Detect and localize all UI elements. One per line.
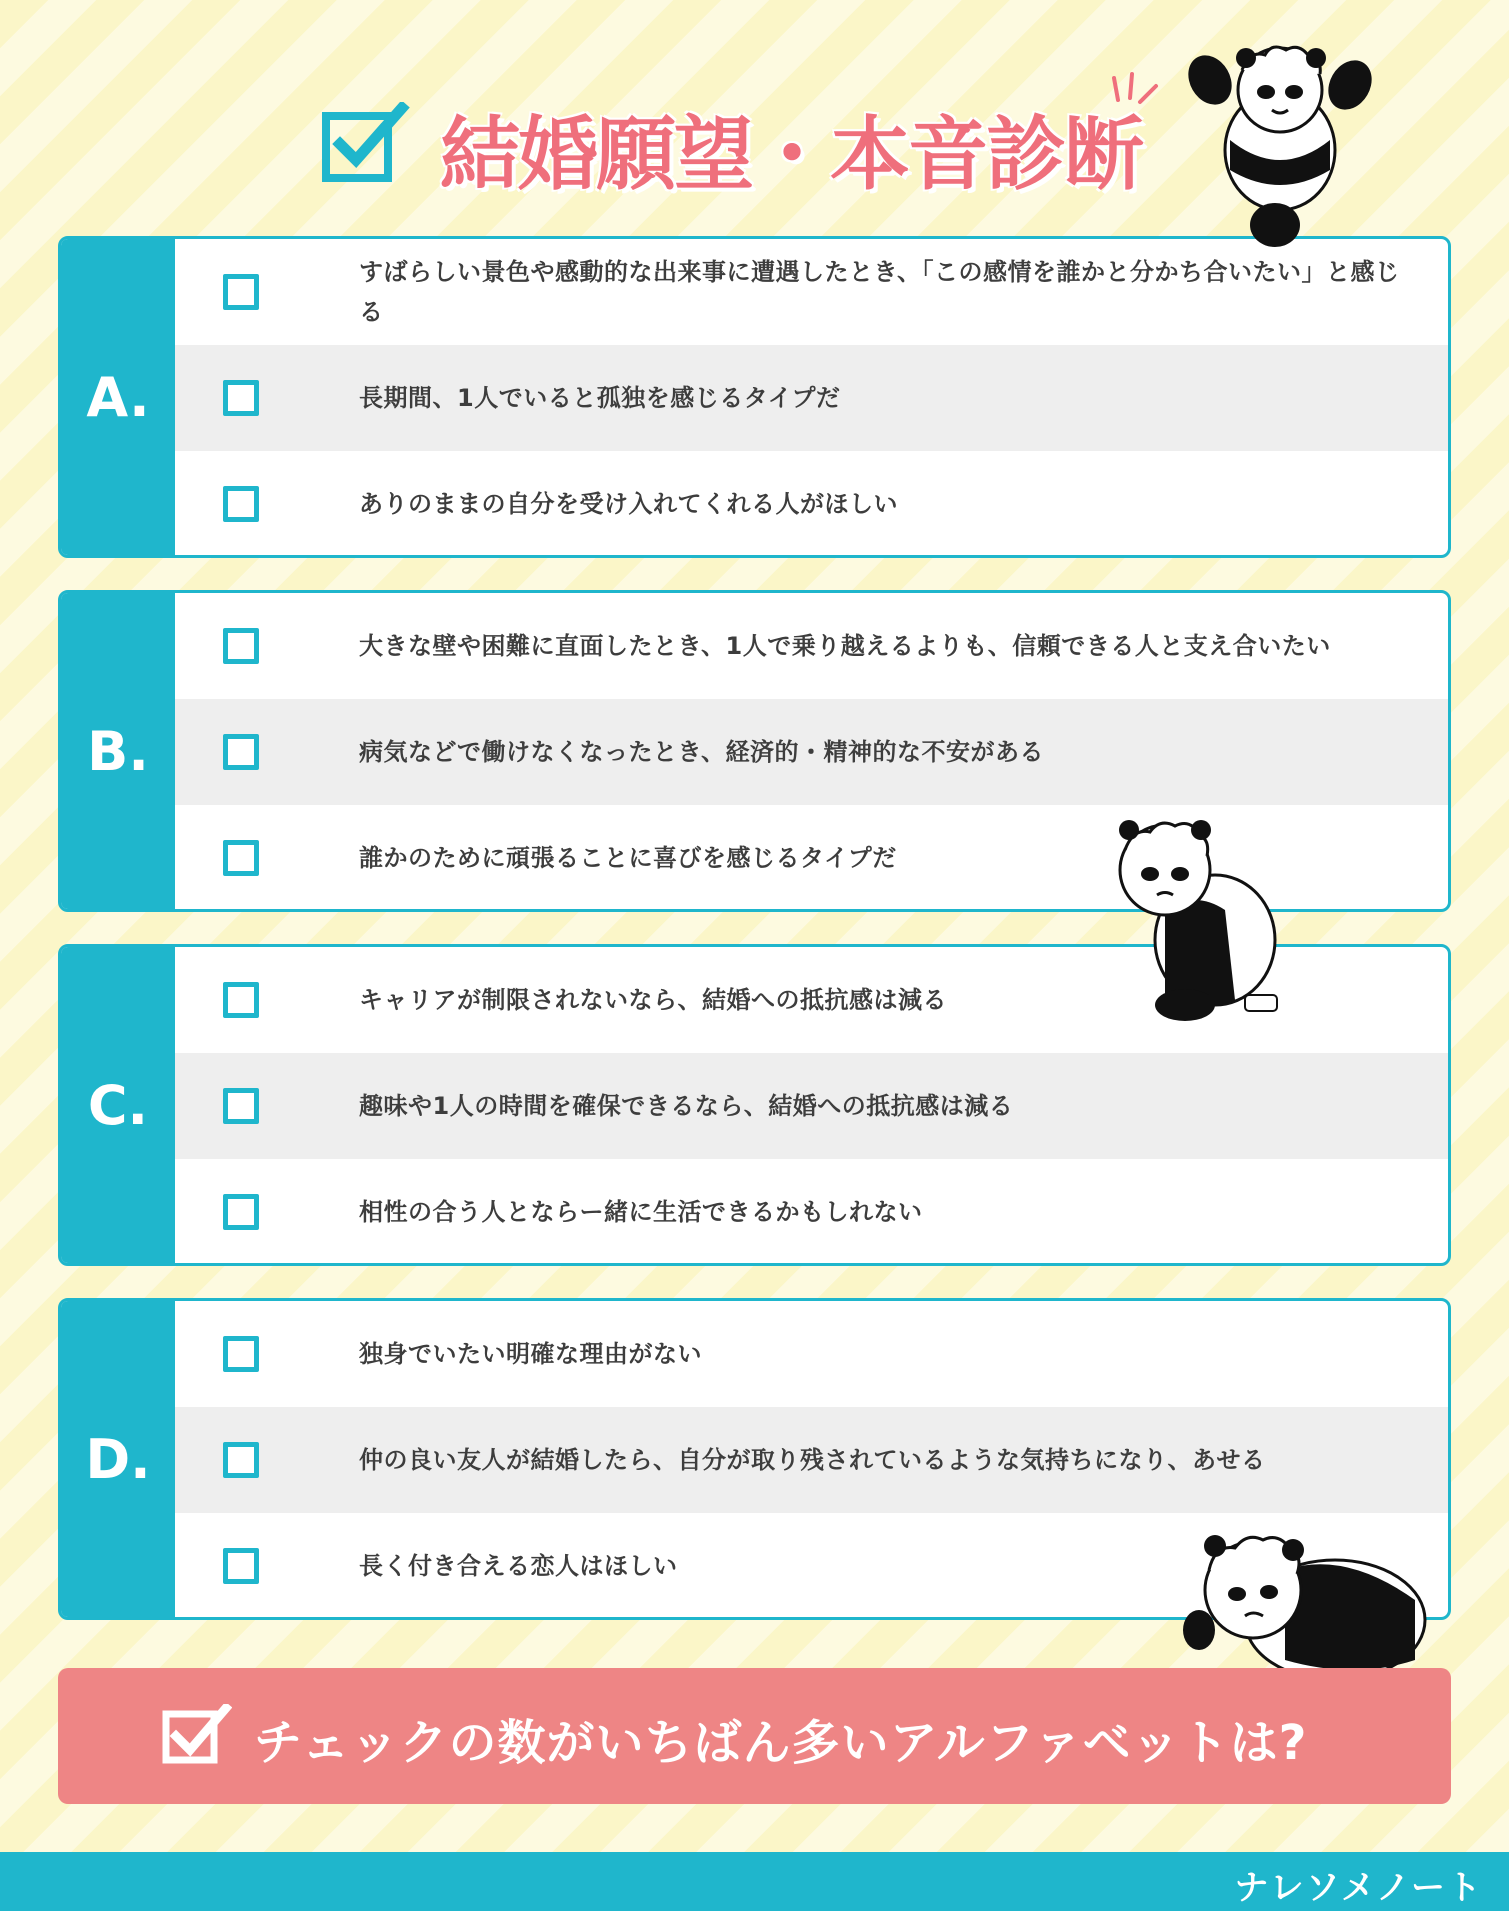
item-text: 独身でいたい明確な理由がない xyxy=(359,1340,702,1368)
check-item[interactable] xyxy=(175,1159,1448,1265)
banner-text: チェックの数がいちばん多いアルファベットは? xyxy=(254,1715,1308,1771)
section-label xyxy=(61,239,175,555)
check-item[interactable] xyxy=(175,593,1448,699)
checkbox[interactable] xyxy=(223,486,259,522)
section-label xyxy=(61,1301,175,1617)
section-label xyxy=(61,947,175,1263)
checkbox[interactable] xyxy=(223,274,259,310)
checkbox[interactable] xyxy=(223,380,259,416)
checkbox[interactable] xyxy=(223,734,259,770)
section-letter: B. xyxy=(87,719,149,783)
item-text: 趣味や1人の時間を確保できるなら、結婚への抵抗感は減る xyxy=(359,1092,1014,1120)
item-text: 長く付き合える恋人はほしい xyxy=(359,1552,678,1580)
item-text: 大きな壁や困難に直面したとき、1人で乗り越えるよりも、信頼できる人と支え合いたい xyxy=(359,632,1331,660)
section-letter: A. xyxy=(86,365,150,429)
brand-logo: ナレソメノート xyxy=(1234,1868,1483,1908)
section-letter: C. xyxy=(87,1073,149,1137)
item-text: すばらしい景色や感動的な出来事に遭遇したとき、「この感情を誰かと分かち合いたい」と感じる xyxy=(359,258,1400,326)
item-text: キャリアが制限されないなら、結婚への抵抗感は減る xyxy=(359,986,947,1014)
checkbox[interactable] xyxy=(223,1088,259,1124)
checkbox-check-icon xyxy=(322,102,410,182)
checkbox-check-icon xyxy=(162,1704,232,1764)
exclamation-lines-icon xyxy=(1112,70,1162,110)
check-item[interactable] xyxy=(175,1053,1448,1159)
item-text: 誰かのために頑張ることに喜びを感じるタイプだ xyxy=(359,844,897,872)
section-label xyxy=(61,593,175,909)
panda-illustration-sitting xyxy=(1105,800,1315,1030)
check-item[interactable] xyxy=(175,451,1448,557)
item-text: ありのままの自分を受け入れてくれる人がほしい xyxy=(359,490,898,518)
item-text: 長期間、1人でいると孤独を感じるタイプだ xyxy=(359,384,841,412)
checkbox[interactable] xyxy=(223,1336,259,1372)
check-item[interactable] xyxy=(175,1301,1448,1407)
panda-illustration-cheering xyxy=(1180,30,1380,255)
footer xyxy=(0,1852,1509,1911)
result-banner xyxy=(58,1668,1451,1804)
section-a xyxy=(58,236,1451,558)
item-text: 仲の良い友人が結婚したら、自分が取り残されているような気持ちになり、あせる xyxy=(359,1446,1266,1474)
check-item[interactable] xyxy=(175,699,1448,805)
checkbox[interactable] xyxy=(223,1194,259,1230)
check-item[interactable] xyxy=(175,345,1448,451)
checkbox[interactable] xyxy=(223,1442,259,1478)
checkbox[interactable] xyxy=(223,1548,259,1584)
item-text: 病気などで働けなくなったとき、経済的・精神的な不安がある xyxy=(359,738,1045,766)
checkbox[interactable] xyxy=(223,840,259,876)
item-text: 相性の合う人とならー緒に生活できるかもしれない xyxy=(359,1198,923,1226)
page-title: 結婚願望・本音診断 xyxy=(440,108,1142,201)
section-letter: D. xyxy=(85,1427,151,1491)
checkbox[interactable] xyxy=(223,628,259,664)
check-item[interactable] xyxy=(175,1407,1448,1513)
checkbox[interactable] xyxy=(223,982,259,1018)
panda-illustration-lying xyxy=(1175,1510,1435,1690)
